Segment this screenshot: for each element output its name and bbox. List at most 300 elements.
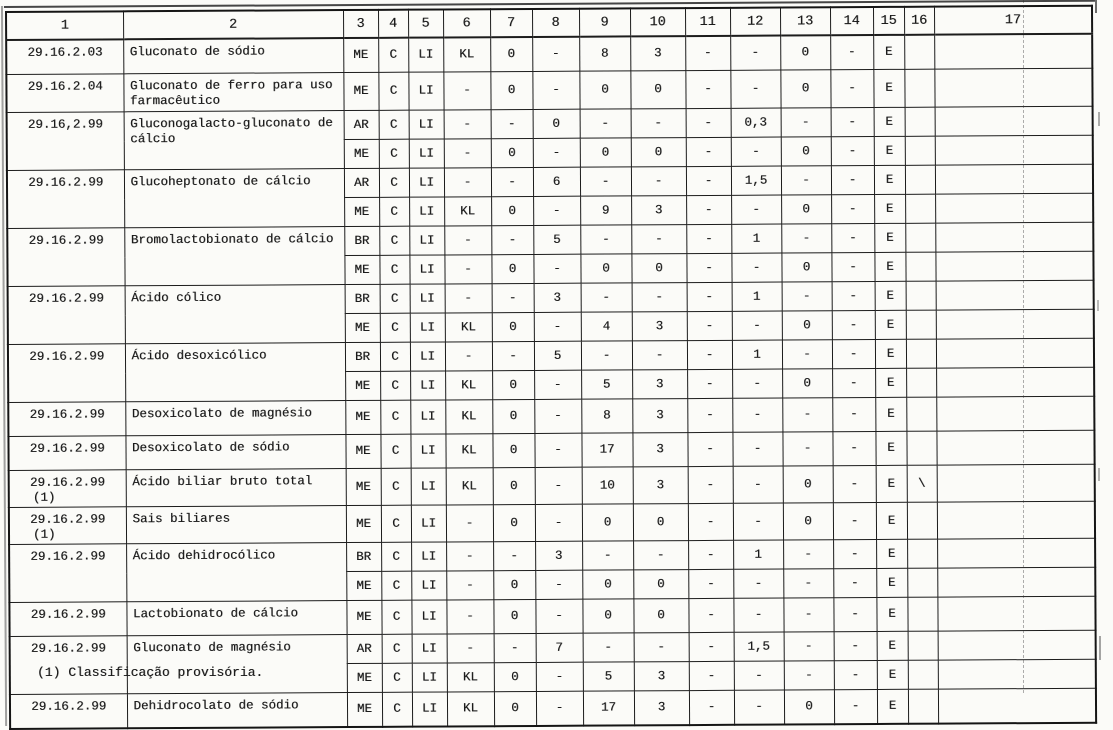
value-cell-col4: C: [380, 342, 410, 371]
value-cell-col16: [906, 339, 936, 368]
value-cell-col3: BR: [345, 342, 380, 371]
value-cell-col6: -: [444, 255, 491, 284]
value-cell-col7: -: [493, 541, 535, 570]
value-cell-col7: -: [494, 633, 536, 662]
value-cell-col12: 1,5: [734, 632, 784, 661]
substance-name-cell: Gluconato de magnésio: [127, 635, 347, 694]
value-cell-col9: 0: [580, 254, 631, 283]
value-cell-col11: -: [688, 540, 733, 569]
tariff-classification-table: [5, 5, 1097, 730]
column-header-1: 1: [6, 11, 123, 40]
value-cell-col16: [907, 502, 937, 539]
value-cell-col4: C: [379, 139, 409, 168]
value-cell-col14: -: [832, 281, 875, 310]
value-cell-col17: [936, 280, 1094, 310]
value-cell-col15: E: [875, 281, 906, 310]
value-cell-col10: 0: [630, 71, 685, 109]
column-header-13: 13: [780, 7, 830, 35]
classification-table: [5, 5, 1097, 730]
value-cell-col3: ME: [343, 38, 378, 73]
value-cell-col11: -: [686, 253, 731, 282]
value-cell-col4: C: [381, 571, 411, 600]
value-cell-col13: -: [781, 166, 831, 195]
value-cell-col11: -: [686, 195, 731, 224]
column-header-2: 2: [123, 10, 343, 39]
value-cell-col6: KL: [445, 313, 492, 342]
value-cell-col7: 0: [490, 37, 532, 72]
footnote: (1) Classificação provisória.: [37, 665, 264, 680]
value-cell-col12: -: [732, 311, 782, 340]
value-cell-col6: KL: [443, 37, 490, 72]
value-cell-col3: ME: [344, 197, 379, 226]
value-cell-col9: 10: [582, 467, 633, 504]
value-cell-col11: -: [687, 340, 732, 369]
classification-code: 29.16.2.99: [29, 475, 106, 490]
value-cell-col8: -: [532, 71, 579, 109]
value-cell-col7: 0: [492, 370, 534, 399]
value-cell-col15: E: [876, 502, 907, 539]
value-cell-col10: -: [633, 541, 688, 570]
value-cell-col9: 0: [580, 138, 631, 167]
value-cell-col8: -: [535, 504, 582, 541]
value-cell-col15: E: [874, 252, 905, 281]
value-cell-col7: 0: [492, 312, 534, 341]
value-cell-col4: C: [379, 168, 409, 197]
value-cell-col9: 17: [581, 433, 632, 467]
value-cell-col7: 0: [493, 570, 535, 599]
value-cell-col17: [934, 34, 1092, 69]
value-cell-col6: -: [445, 284, 492, 313]
value-cell-col5: LI: [411, 600, 446, 634]
value-cell-col16: [906, 281, 936, 310]
value-cell-col15: E: [874, 136, 905, 165]
value-cell-col7: 0: [494, 662, 536, 691]
value-cell-col8: -: [535, 467, 582, 504]
column-header-5: 5: [408, 9, 443, 37]
value-cell-col4: C: [379, 110, 409, 139]
value-cell-col6: -: [443, 72, 490, 110]
value-cell-col3: ME: [346, 468, 381, 505]
value-cell-col5: LI: [412, 663, 447, 692]
value-cell-col17: [937, 538, 1095, 568]
value-cell-col16: [905, 165, 935, 194]
value-cell-col15: E: [874, 165, 905, 194]
value-cell-col8: -: [534, 399, 581, 433]
value-cell-col5: LI: [410, 400, 445, 434]
value-cell-col10: 3: [632, 370, 687, 399]
value-cell-col14: -: [833, 539, 876, 568]
value-cell-col17: [936, 396, 1094, 431]
value-cell-col6: KL: [445, 434, 492, 468]
value-cell-col13: -: [782, 398, 832, 432]
value-cell-col14: -: [831, 165, 874, 194]
classification-code: 29.16.2.99: [30, 512, 106, 527]
value-cell-col5: LI: [410, 284, 445, 313]
code-cell: [6, 74, 123, 113]
classification-code: 29.16.2.99: [30, 641, 106, 656]
value-cell-col11: -: [688, 503, 733, 540]
value-cell-col16: [905, 252, 935, 281]
substance-name-cell: Gluconato de ferro para uso farmacêutico: [123, 73, 343, 112]
value-cell-col12: -: [731, 137, 781, 166]
value-cell-col6: -: [446, 542, 493, 571]
value-cell-col5: LI: [408, 37, 443, 72]
value-cell-col5: LI: [409, 139, 444, 168]
value-cell-col3: ME: [344, 255, 379, 284]
column-header-15: 15: [873, 7, 904, 35]
value-cell-col3: AR: [347, 634, 382, 663]
code-footnote-ref: (1): [32, 527, 56, 542]
value-cell-col12: 0,3: [731, 108, 781, 137]
value-cell-col15: E: [875, 368, 906, 397]
code-cell: [9, 602, 126, 637]
value-cell-col12: 1: [732, 340, 782, 369]
value-cell-col11: -: [687, 432, 732, 466]
classification-code: 29.16,2.99: [27, 117, 103, 132]
column-header-8: 8: [532, 9, 579, 37]
value-cell-col6: KL: [446, 468, 493, 505]
column-header-10: 10: [630, 8, 685, 36]
value-cell-col5: LI: [411, 468, 446, 505]
value-cell-col3: AR: [344, 110, 379, 139]
value-cell-col7: 0: [494, 691, 536, 726]
value-cell-col13: 0: [784, 690, 834, 725]
value-cell-col13: 0: [780, 35, 830, 70]
value-cell-col15: E: [876, 539, 907, 568]
value-cell-col15: E: [875, 397, 906, 431]
value-cell-col11: -: [689, 661, 734, 690]
value-cell-col11: -: [685, 70, 730, 108]
value-cell-col4: C: [380, 371, 410, 400]
value-cell-col3: ME: [345, 313, 380, 342]
code-cell: [9, 470, 126, 508]
value-cell-col3: ME: [346, 505, 381, 542]
value-cell-col5: LI: [409, 226, 444, 255]
value-cell-col17: [935, 251, 1093, 281]
code-cell: [9, 507, 126, 545]
value-cell-col3: BR: [344, 226, 379, 255]
classification-code: 29.16.2.99: [30, 607, 106, 622]
value-cell-col7: -: [492, 341, 534, 370]
value-cell-col11: -: [689, 632, 734, 661]
value-cell-col14: -: [830, 69, 873, 107]
value-cell-col16: [906, 431, 936, 465]
value-cell-col3: AR: [344, 168, 379, 197]
value-cell-col4: C: [379, 226, 409, 255]
value-cell-col5: LI: [409, 197, 444, 226]
value-cell-col15: E: [877, 631, 908, 660]
value-cell-col16: [907, 597, 937, 631]
value-cell-col16: [906, 310, 936, 339]
value-cell-col10: 0: [633, 599, 688, 633]
substance-name-cell: Glucoheptonato de cálcio: [124, 169, 344, 228]
value-cell-col4: C: [380, 313, 410, 342]
value-cell-col15: E: [875, 339, 906, 368]
value-cell-col8: -: [533, 196, 580, 225]
value-cell-col9: -: [581, 283, 632, 312]
value-cell-col7: 0: [492, 399, 534, 433]
value-cell-col5: LI: [410, 342, 445, 371]
value-cell-col7: -: [491, 109, 533, 138]
value-cell-col3: ME: [344, 139, 379, 168]
paper-fold-crease: [1023, 0, 1024, 693]
value-cell-col4: C: [382, 634, 412, 663]
value-cell-col17: [938, 630, 1096, 660]
value-cell-col14: -: [834, 689, 877, 724]
code-footnote-ref: (1): [32, 490, 56, 505]
value-cell-col6: KL: [447, 663, 494, 692]
substance-name-cell: Bromolactobionato de cálcio: [124, 227, 344, 286]
value-cell-col14: -: [832, 431, 875, 465]
value-cell-col7: 0: [493, 504, 535, 541]
value-cell-col16: [906, 397, 936, 431]
value-cell-col11: -: [687, 311, 732, 340]
value-cell-col3: ME: [345, 400, 380, 434]
value-cell-col14: -: [831, 107, 874, 136]
value-cell-col13: 0: [781, 195, 831, 224]
value-cell-col7: 0: [491, 196, 533, 225]
value-cell-col6: KL: [445, 400, 492, 434]
value-cell-col10: 0: [633, 504, 688, 541]
value-cell-col13: -: [783, 598, 833, 632]
value-cell-col16: [906, 368, 936, 397]
code-cell: [8, 286, 125, 345]
value-cell-col13: -: [781, 108, 831, 137]
classification-table-body: [6, 34, 1096, 729]
value-cell-col16: [908, 689, 938, 724]
value-cell-col4: C: [382, 692, 412, 727]
value-cell-col17: [935, 193, 1093, 223]
value-cell-col3: ME: [346, 571, 381, 600]
value-cell-col12: -: [730, 70, 780, 108]
substance-name-cell: Gluconato de sódio: [123, 38, 343, 74]
code-cell: [7, 170, 124, 229]
value-cell-col12: -: [732, 432, 782, 466]
code-cell: [6, 39, 123, 74]
value-cell-col7: 0: [490, 71, 532, 109]
value-cell-col13: 0: [782, 311, 832, 340]
value-cell-col3: BR: [346, 542, 381, 571]
value-cell-col4: C: [380, 400, 410, 434]
value-cell-col9: 17: [583, 691, 634, 726]
value-cell-col17: [937, 596, 1095, 631]
value-cell-col4: C: [380, 284, 410, 313]
value-cell-col16: [905, 194, 935, 223]
substance-name-cell: Dehidrocolato de sódio: [127, 693, 347, 729]
value-cell-col6: -: [446, 505, 493, 542]
value-cell-col10: 3: [634, 691, 689, 726]
value-cell-col8: 5: [534, 341, 581, 370]
value-cell-col13: 0: [780, 70, 830, 108]
value-cell-col15: E: [877, 660, 908, 689]
value-cell-col11: -: [688, 569, 733, 598]
value-cell-col11: -: [687, 369, 732, 398]
value-cell-col8: -: [533, 254, 580, 283]
substance-name-cell: Ácido dehidrocólico: [126, 543, 346, 602]
value-cell-col14: -: [832, 397, 875, 431]
value-cell-col12: 1,5: [731, 166, 781, 195]
value-cell-col13: -: [781, 224, 831, 253]
value-cell-col8: -: [535, 570, 582, 599]
value-cell-col4: C: [379, 255, 409, 284]
value-cell-col5: LI: [409, 110, 444, 139]
value-cell-col4: C: [380, 434, 410, 468]
table-row: [6, 68, 1092, 112]
value-cell-col13: -: [782, 282, 832, 311]
value-cell-col15: E: [876, 597, 907, 631]
column-header-17: 17: [934, 6, 1092, 35]
value-cell-col11: -: [687, 282, 732, 311]
classification-code: 29.16.2.99: [28, 233, 104, 248]
value-cell-col15: E: [874, 194, 905, 223]
value-cell-col17: [937, 501, 1095, 539]
classification-code: 29.16.2.99: [31, 699, 107, 714]
value-cell-col15: E: [876, 465, 907, 502]
value-cell-col10: -: [634, 633, 689, 662]
value-cell-col4: C: [378, 38, 408, 73]
value-cell-col3: BR: [345, 284, 380, 313]
column-header-14: 14: [830, 7, 873, 35]
value-cell-col6: -: [446, 600, 493, 634]
value-cell-col5: LI: [410, 434, 445, 468]
value-cell-col14: -: [832, 368, 875, 397]
value-cell-col12: -: [734, 661, 784, 690]
value-cell-col15: E: [874, 107, 905, 136]
value-cell-col14: -: [834, 631, 877, 660]
value-cell-col17: [937, 464, 1095, 502]
value-cell-col10: -: [631, 109, 686, 138]
value-cell-col10: 3: [632, 399, 687, 433]
value-cell-col14: -: [833, 597, 876, 631]
value-cell-col4: C: [381, 600, 411, 634]
value-cell-col8: -: [536, 691, 583, 726]
value-cell-col12: -: [733, 569, 783, 598]
value-cell-col12: -: [733, 598, 783, 632]
value-cell-col5: LI: [412, 634, 447, 663]
value-cell-col7: 0: [493, 599, 535, 633]
value-cell-col8: 5: [533, 225, 580, 254]
value-cell-col17: [937, 567, 1095, 597]
value-cell-col7: 0: [491, 138, 533, 167]
value-cell-col5: LI: [410, 371, 445, 400]
value-cell-col8: -: [536, 662, 583, 691]
value-cell-col12: -: [731, 195, 781, 224]
value-cell-col4: C: [382, 663, 412, 692]
value-cell-col13: 0: [781, 253, 831, 282]
value-cell-col4: C: [379, 197, 409, 226]
value-cell-col5: LI: [412, 692, 447, 727]
substance-name-cell: Ácido desoxicólico: [125, 343, 345, 402]
value-cell-col10: 3: [634, 662, 689, 691]
value-cell-col11: -: [686, 224, 731, 253]
value-cell-col9: 5: [581, 370, 632, 399]
value-cell-col13: 0: [783, 503, 833, 540]
value-cell-col17: [935, 222, 1093, 252]
value-cell-col15: E: [873, 35, 904, 70]
value-cell-col14: -: [833, 502, 876, 539]
value-cell-col10: 0: [633, 570, 688, 599]
value-cell-col14: -: [830, 35, 873, 70]
value-cell-col14: -: [832, 310, 875, 339]
value-cell-col10: 0: [631, 254, 686, 283]
value-cell-col10: 0: [631, 138, 686, 167]
code-cell: [8, 344, 125, 403]
scan-artifact-mark: [1097, 300, 1099, 311]
value-cell-col6: -: [445, 342, 492, 371]
value-cell-col13: -: [783, 540, 833, 569]
value-cell-col12: -: [731, 253, 781, 282]
value-cell-col4: C: [378, 72, 408, 110]
value-cell-col16: [905, 136, 935, 165]
value-cell-col9: -: [582, 541, 633, 570]
value-cell-col10: 3: [633, 467, 688, 504]
value-cell-col13: -: [782, 432, 832, 466]
classification-code: 29.16.2.99: [29, 441, 105, 456]
value-cell-col9: 9: [580, 196, 631, 225]
value-cell-col16: [908, 631, 938, 660]
value-cell-col14: -: [831, 136, 874, 165]
value-cell-col9: -: [580, 109, 631, 138]
value-cell-col17: [936, 367, 1094, 397]
value-cell-col5: LI: [410, 313, 445, 342]
value-cell-col9: -: [581, 341, 632, 370]
value-cell-col5: LI: [408, 72, 443, 110]
value-cell-col11: -: [688, 598, 733, 632]
value-cell-col8: -: [532, 37, 579, 72]
value-cell-col17: [936, 309, 1094, 339]
substance-name-cell: Sais biliares: [126, 506, 346, 544]
value-cell-col15: E: [873, 69, 904, 107]
value-cell-col16: [907, 539, 937, 568]
scan-artifact-mark: [1099, 636, 1101, 660]
value-cell-col14: -: [833, 465, 876, 502]
value-cell-col15: E: [875, 431, 906, 465]
value-cell-col5: LI: [409, 255, 444, 284]
value-cell-col8: 0: [533, 109, 580, 138]
value-cell-col14: -: [834, 660, 877, 689]
value-cell-col7: -: [491, 167, 533, 196]
value-cell-col11: -: [686, 108, 731, 137]
value-cell-col10: -: [631, 225, 686, 254]
value-cell-col12: -: [732, 398, 782, 432]
value-cell-col5: LI: [409, 168, 444, 197]
value-cell-col17: [934, 68, 1092, 107]
substance-name-cell: Lactobionato de cálcio: [126, 601, 346, 636]
value-cell-col8: -: [534, 312, 581, 341]
value-cell-col10: 3: [630, 36, 685, 71]
value-cell-col3: ME: [343, 72, 378, 110]
value-cell-col9: 0: [579, 71, 630, 109]
code-cell: [7, 112, 124, 171]
value-cell-col12: 1: [733, 540, 783, 569]
value-cell-col8: 3: [535, 541, 582, 570]
value-cell-col16: [905, 223, 935, 252]
value-cell-col16: \: [907, 465, 937, 502]
value-cell-col15: E: [875, 310, 906, 339]
value-cell-col9: 0: [582, 504, 633, 541]
value-cell-col17: [936, 430, 1094, 465]
column-header-9: 9: [579, 8, 630, 36]
code-cell: [7, 228, 124, 287]
value-cell-col6: KL: [445, 371, 492, 400]
table-row: [10, 688, 1096, 729]
value-cell-col10: -: [632, 283, 687, 312]
classification-code: 29.16.2.04: [27, 79, 103, 94]
value-cell-col16: [907, 568, 937, 597]
column-header-11: 11: [685, 8, 730, 36]
value-cell-col15: E: [877, 689, 908, 724]
value-cell-col8: -: [535, 599, 582, 633]
